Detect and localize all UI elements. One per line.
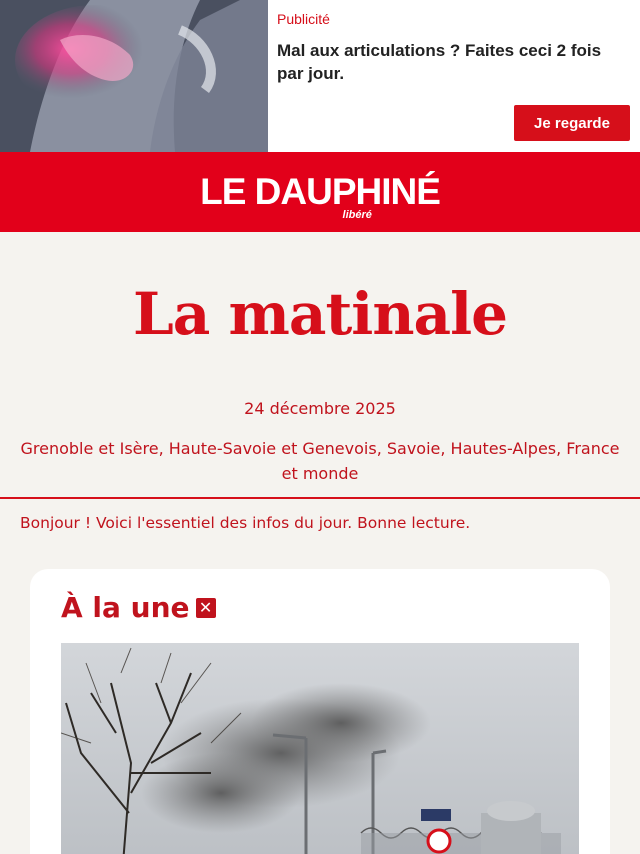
ad-headline[interactable]: Mal aux articulations ? Faites ceci 2 fois par jour.	[277, 41, 602, 83]
newsletter-title: La matinale	[132, 280, 507, 348]
divider	[0, 497, 640, 499]
section-title: À la une	[61, 591, 190, 624]
newsletter-regions: Grenoble et Isère, Haute-Savoie et Genevois, Savoie, Hautes-Alpes, France et monde	[20, 439, 620, 483]
ad-banner[interactable]	[0, 0, 640, 152]
ad-cta-button[interactable]: Je regarde	[514, 105, 630, 141]
section-card	[30, 569, 610, 854]
close-icon: ✕	[196, 598, 216, 618]
section-heading	[61, 591, 216, 624]
logo-subtitle: libéré	[342, 209, 372, 221]
ad-kicker: Publicité	[277, 11, 330, 27]
hero-image[interactable]	[61, 643, 579, 854]
newsletter-date: 24 décembre 2025	[244, 399, 396, 418]
ad-image[interactable]	[0, 0, 268, 152]
logo-wordmark: LE DAUPHINÉ	[200, 171, 440, 212]
brand-logo[interactable]	[200, 171, 440, 221]
masthead	[0, 152, 640, 232]
greeting-text: Bonjour ! Voici l'essentiel des infos du jour. Bonne lecture.	[20, 514, 471, 532]
